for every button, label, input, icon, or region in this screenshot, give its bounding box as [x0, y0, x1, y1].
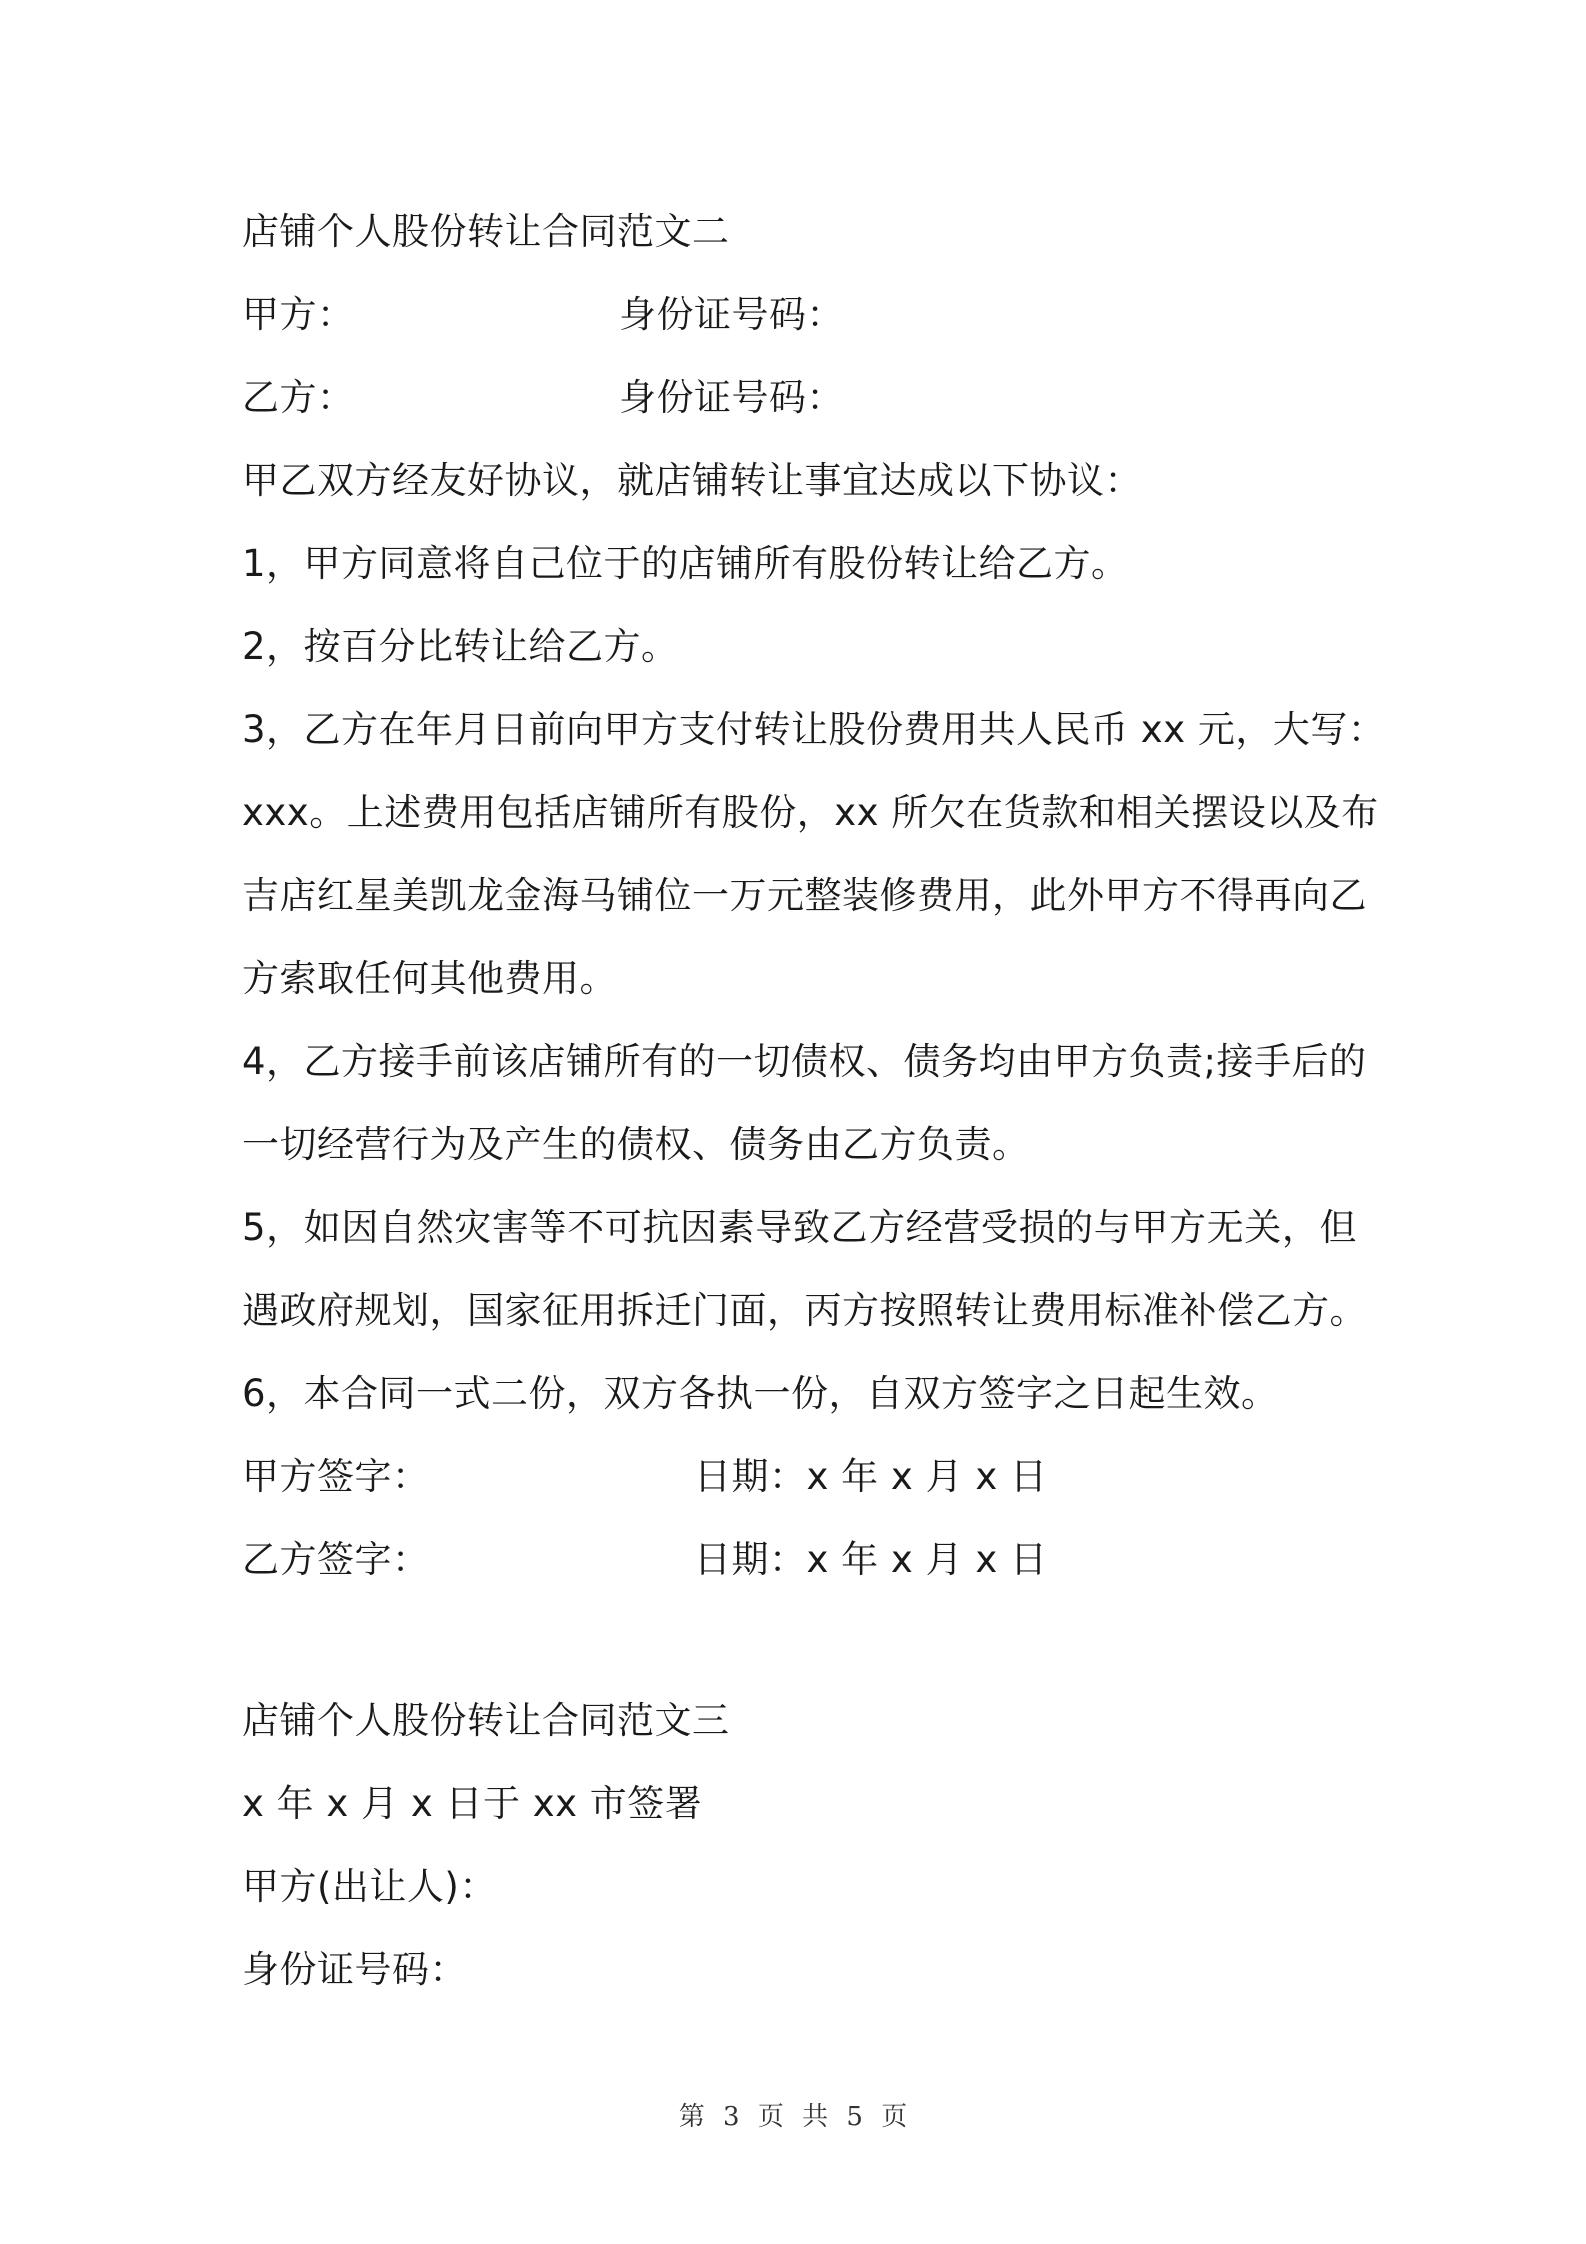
- party-a-label: 甲方：: [242, 293, 355, 336]
- clause-3-line-2: xxx。上述费用包括店铺所有股份，xx 所欠在货款和相关摆设以及布: [242, 791, 1379, 834]
- page-number-footer: 第 3 页 共 5 页: [678, 2102, 908, 2132]
- clause-1: 1，甲方同意将自己位于的店铺所有股份转让给乙方。: [242, 542, 1129, 585]
- party-a-row: [242, 291, 844, 339]
- signature-b-date: 日期：x 年 x 月 x 日: [694, 1538, 1048, 1581]
- clause-3-line-4: 方索取任何其他费用。: [242, 957, 617, 1000]
- clause-5-line-2: 遇政府规划，国家征用拆迁门面，丙方按照转让费用标准补偿乙方。: [242, 1289, 1367, 1332]
- section3-date-place: x 年 x 月 x 日于 xx 市签署: [242, 1782, 703, 1825]
- clause-4-line-2: 一切经营行为及产生的债权、债务由乙方负责。: [242, 1123, 1030, 1166]
- party-a-id-label: 身份证号码：: [619, 293, 844, 336]
- party-b-label: 乙方：: [242, 376, 355, 419]
- section3-party-a: 甲方(出让人)：: [242, 1865, 497, 1908]
- signature-b-label: 乙方签字：: [242, 1538, 430, 1581]
- clause-3-line-1: 3，乙方在年月日前向甲方支付转让股份费用共人民币 xx 元，大写：: [242, 708, 1386, 751]
- intro-paragraph: 甲乙双方经友好协议，就店铺转让事宜达成以下协议：: [242, 459, 1142, 502]
- clause-5-line-1: 5，如因自然灾害等不可抗因素导致乙方经营受损的与甲方无关，但: [242, 1206, 1357, 1249]
- section3-id-label: 身份证号码：: [242, 1948, 467, 1991]
- signature-a-label: 甲方签字：: [242, 1455, 430, 1498]
- section3-title: 店铺个人股份转让合同范文三: [242, 1699, 730, 1742]
- signature-a-date: 日期：x 年 x 月 x 日: [694, 1455, 1048, 1498]
- signature-a-row: [242, 1453, 1048, 1501]
- clause-3-line-3: 吉店红星美凯龙金海马铺位一万元整装修费用，此外甲方不得再向乙: [242, 874, 1367, 917]
- party-b-row: [242, 374, 844, 422]
- section2-title: 店铺个人股份转让合同范文二: [242, 210, 730, 253]
- clause-2: 2，按百分比转让给乙方。: [242, 625, 679, 668]
- signature-b-row: [242, 1536, 1048, 1584]
- clause-6: 6，本合同一式二份，双方各执一份，自双方签字之日起生效。: [242, 1372, 1279, 1415]
- clause-4-line-1: 4，乙方接手前该店铺所有的一切债权、债务均由甲方负责;接手后的: [242, 1040, 1367, 1083]
- party-b-id-label: 身份证号码：: [619, 376, 844, 419]
